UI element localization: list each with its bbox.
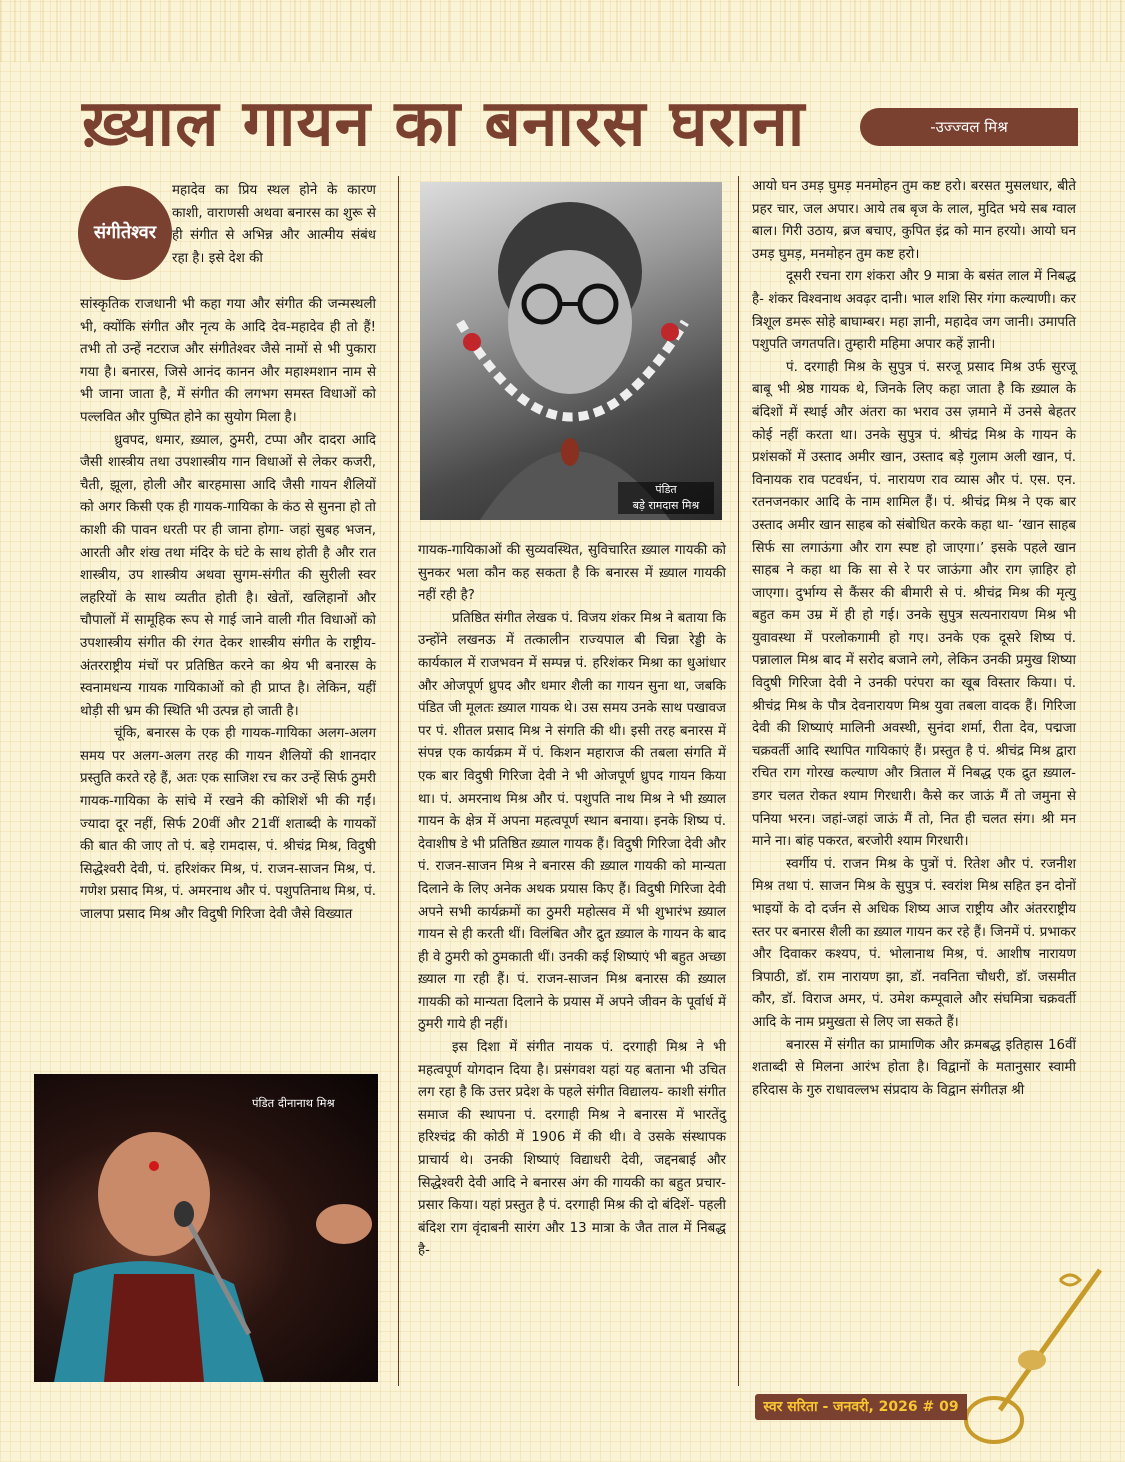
- paragraph: आयो घन उमड़ घुमड़ मनमोहन तुम कष्ट हरो। बरसत मुसलधार, बीते प्रहर चार, जल अपार। आये तब बृज के लाल, मुदित भये सब ग्वाल बाल। गिरी उठाय, ब्रज बचाए, कुपित इंद्र को मान हरयो। आयो घन उमड़ घुमड़, मनमोहन तुम कष्ट हरो।: [752, 179, 1076, 262]
- photo-caption: पंडित दीनानाथ मिश्र: [252, 1096, 335, 1110]
- portrait-illustration: [420, 182, 722, 520]
- decorative-top-band: [0, 0, 1125, 62]
- paragraph: महादेव का प्रिय स्थल होने के कारण काशी, वाराणसी अथवा बनारस का शुरू से ही संगीत से अभिन्न और आत्मीय संबंध रहा है। इसे देश की: [172, 183, 376, 266]
- column-1-wrap-text: [172, 180, 376, 270]
- paragraph: इस दिशा में संगीत नायक पं. दरगाही मिश्र ने भी महत्वपूर्ण योगदान दिया है। प्रसंगवश यहां यह बताना भी उचित लग रहा है कि उत्तर प्रदेश के पहले संगीत विद्यालय- काशी संगीत समाज की स्थापना पं. दरगाही मिश्र ने बनारस में भारतेंदु हरिश्चंद्र की कोठी में 1906 में की थी। वे उसके संस्थापक प्राचार्य थे। उनकी शिष्याएं विद्याधरी देवी, जद्दनबाई और सिद्धेश्वरी देवी आदि ने बनारस अंग की गायकी का बहुत प्रचार-प्रसार किया। यहां प्रस्तुत है पं. दरगाही मिश्र की दो बंदिशें- पहली बंदिश राग वृंदाबनी सारंग और 13 मात्रा के जैत ताल में निबद्ध है-: [418, 1040, 726, 1259]
- sitar-illustration: [960, 1260, 1110, 1450]
- paragraph: दूसरी रचना राग शंकरा और 9 मात्रा के बसंत लाल में निबद्ध है- शंकर विश्वनाथ अवढ़र दानी। भाल शशि सिर गंगा कल्याणी। कर त्रिशूल डमरू सोहे बाघाम्बर। महा ज्ञानी, महादेव जग जानी। उमापति पशुपति जगतपति। तुम्हारी महिमा अपार कहें ज्ञानी।: [752, 269, 1076, 353]
- paragraph: स्वर्गीय पं. राजन मिश्र के पुत्रों पं. रितेश और पं. रजनीश मिश्र तथा पं. साजन मिश्र के सुपुत्र पं. स्वरांश मिश्र सहित इन दोनों भाइयों के दो दर्जन से अधिक शिष्य आज राष्ट्रीय और अंतरराष्ट्रीय स्तर पर बनारस शैली का ख़्याल गायन कर रहे हैं। जिनमें पं. प्रभाकर और दिवाकर कश्यप, पं. भोलानाथ मिश्र, पं. आशीष नारायण त्रिपाठी, डॉ. राम नारायण झा, डॉ. नवनिता चौधरी, डॉ. जसमीत कौर, डॉ. विराज अमर, पं. उमेश कम्पूवाले और संघमित्रा चक्रवर्ती आदि के नाम प्रमुखता से लिए जा सकते हैं।: [752, 856, 1076, 1030]
- column-2: [418, 540, 726, 1263]
- paragraph: बनारस में संगीत का प्रामाणिक और क्रमबद्ध इतिहास 16वीं शताब्दी से मिलना आरंभ होता है। विद्वानों के मतानुसार स्वामी हरिदास के गुरु राधावल्लभ संप्रदाय के विद्वान संगीतज्ञ श्री: [752, 1037, 1076, 1098]
- paragraph: चूंकि, बनारस के एक ही गायक-गायिका अलग-अलग समय पर अलग-अलग तरह की गायन शैलियों की शानदार प्रस्तुति करते रहे हैं, अतः एक साजिश रच कर उन्हें सिर्फ ठुमरी गायक-गायिका के सांचे में रखने की कोशिशें भी की गईं। ज्यादा दूर नहीं, सिर्फ 20वीं और 21वीं शताब्दी के गायकों की बात की जाए तो पं. बड़े रामदास, पं. श्रीचंद्र मिश्र, विदुषी सिद्धेश्वरी देवी, पं. हरिशंकर मिश्र, पं. राजन-साजन मिश्र, पं. गणेश प्रसाद मिश्र, पं. अमरनाथ और पं. पशुपतिनाथ मिश्र, पं. जालपा प्रसाद मिश्र और विदुषी गिरिजा देवी जैसे विख्यात: [80, 726, 376, 923]
- paragraph: ध्रुवपद, धमार, ख़्याल, ठुमरी, टप्पा और दादरा आदि जैसी शास्त्रीय तथा उपशास्त्रीय गान विधाओं से लेकर कजरी, चैती, झूला, होली और बारहमासा आदि जैसी गायन शैलियों को अगर किसी एक ही गायक-गायिका के कंठ से सुनना हो तो काशी की पावन धरती पर ही जाना होगा- जहां सुबह भजन, आरती और शंख तथा मंदिर के घंटे के साथ होती है और रात शास्त्रीय, उप शास्त्रीय अथवा सुगम-संगीत की सुरीली स्वर लहरियों के साथ व्यतीत होती है। खेतों, खलिहानों और चौपालों में सामूहिक रूप से गाई जाने वाली गीत विधाओं को उपशास्त्रीय संगीत की रंगत देकर शास्त्रीय संगीत के राष्ट्रीय-अंतरराष्ट्रीय मंचों पर प्रतिष्ठित करने का श्रेय भी बनारस के स्वनामधन्य गायक गायिकाओं को ही प्राप्त है। लेकिन, यहीं थोड़ी सी भ्रम की स्थिति भी उत्पन्न हो जाती है।: [80, 432, 376, 719]
- photo-caption: पंडित बड़े रामदास मिश्र: [618, 482, 714, 514]
- singer-illustration: [34, 1074, 378, 1382]
- paragraph: गायक-गायिकाओं की सुव्यवस्थित, सुविचारित ख़्याल गायकी को सुनकर भला कौन कह सकता है कि बनारस में ख़्याल गायकी नहीं रही है?: [418, 543, 726, 604]
- paragraph: पं. दरगाही मिश्र के सुपुत्र पं. सरजू प्रसाद मिश्र उर्फ सुरजू बाबू भी श्रेष्ठ गायक थे, जिनके लिए कहा जाता है कि ख़्याल के बंदिशों में स्थाई और अंतरा का भराव उस ज़माने में उनसे बेहतर कोई नहीं करता था। उनके सुपुत्र पं. श्रीचंद्र मिश्र के गायन के प्रशंसकों में उस्ताद अमीर खान, उस्ताद बड़े गुलाम अली खान, पं. विनायक राव पटवर्धन, पं. नारायण राव व्यास और पं. एस. एन. रतनजनकार आदि के नाम शामिल हैं। पं. श्रीचंद्र मिश्र ने एक बार उस्ताद अमीर खान साहब को संबोधित करके कहा था- ‘खान साहब सिर्फ सा लगाऊंगा और राग स्पष्ट हो जाएगा।’ इसके पहले खान साहब ने कहा था कि सा से रे पर जाऊंगा और राग ज़ाहिर हो जाएगा। दुर्भाग्य से कैंसर की बीमारी से पं. श्रीचंद्र मिश्र की मृत्यु बहुत कम उम्र में ही हो गई। उनके सुपुत्र सत्यनारायण मिश्र भी युवावस्था में परलोकगामी हो गए। उनके एक दूसरे शिष्य पं. पन्नालाल मिश्र बाद में सरोद बजाने लगे, लेकिन उनकी प्रमुख शिष्या विदुषी गिरिजा देवी ने उनकी परंपरा का खूब विस्तार किया। पं. श्रीचंद्र मिश्र के पौत्र देवनारायण मिश्र युवा तबला वादक हैं। गिरिजा देवी की शिष्याएं मालिनी अवस्थी, सुनंदा शर्मा, रीता देव, पद्मजा चक्रवर्ती आदि स्थापित गायिकाएं हैं। प्रस्तुत है पं. श्रीचंद्र मिश्र द्वारा रचित राग गोरख कल्याण और त्रिताल में निबद्ध एक द्रुत ख़्याल- डगर चलत रोकत श्याम गिरधारी। कैसे कर जाऊं मैं तो जमुना से पनिया भरन। जहां-जहां जाऊं मैं तो, नित ही चलत संग। श्री मन माने ना। बांह पकरत, बरजोरी श्याम गिरधारी।: [752, 359, 1076, 850]
- column-divider: [398, 176, 399, 1386]
- paragraph: प्रतिष्ठित संगीत लेखक पं. विजय शंकर मिश्र ने बताया कि उन्होंने लखनऊ में तत्कालीन राज्यपाल बी चिन्ना रेड्डी के कार्यकाल में राजभवन में सम्पन्न पं. हरिशंकर मिश्रा का धुआंधार और ओजपूर्ण ध्रुपद और धमार शैली का गायन सुना था, जबकि पंडित जी मूलतः ख़्याल गायक थे। उस समय उनके साथ पखावज पर पं. शीतल प्रसाद मिश्र ने संगति की थी। इसी तरह बनारस में संपन्न एक कार्यक्रम में पं. किशन महाराज की तबला संगति में एक बार विदुषी गिरिजा देवी ने भी ओजपूर्ण ध्रुपद गायन किया था। पं. अमरनाथ मिश्र और पं. पशुपति नाथ मिश्र ने भी ख़्याल गायन के क्षेत्र में अपना महत्वपूर्ण स्थान बनाया। इनके शिष्य पं. देवाशीष डे भी प्रतिष्ठित ख़्याल गायक हैं। विदुषी गिरिजा देवी और पं. राजन-साजन मिश्र ने बनारस की ख़्याल गायकी को मान्यता दिलाने के लिए अनेक अथक प्रयास किए हैं। विदुषी गिरिजा देवी अपने सभी कार्यक्रमों का ठुमरी महोत्सव में भी शुभारंभ ख़्याल गायन से ही करती थीं। विलंबित और द्रुत ख़्याल के गायन के बाद ही वे ठुमरी को ठुमकाती थीं। उनकी कई शिष्याएं भी बहुत अच्छा ख़्याल गा रही हैं। पं. राजन-साजन मिश्र बनारस की ख़्याल गायकी को मान्यता दिलाने के प्रयास में अपने जीवन के पूर्वार्ध में ठुमरी गाये ही नहीं।: [418, 610, 726, 1033]
- page-title: ख़्याल गायन का बनारस घराना: [82, 87, 806, 161]
- column-divider: [738, 176, 739, 1386]
- author-byline: -उज्ज्वल मिश्र: [860, 108, 1078, 146]
- portrait-photo-ramdas-mishra: [420, 182, 722, 520]
- column-1: [80, 294, 376, 927]
- section-badge: संगीतेश्वर: [78, 186, 172, 280]
- paragraph: सांस्कृतिक राजधानी भी कहा गया और संगीत की जन्मस्थली भी, क्योंकि संगीत और नृत्य के आदि देव-महादेव ही तो हैं! तभी तो उन्हें नटराज और संगीतेश्वर जैसे नामों से भी पुकारा गया है। बनारस, जिसे आनंद कानन और महाश्मशान नाम से भी जाना जाता है, में संगीत की लगभग समस्त विधाओं को पल्लवित और पुष्पित होने का सुयोग मिला है।: [80, 297, 376, 425]
- performance-photo-dinanath-mishra: [34, 1074, 378, 1382]
- page-footer: स्वर सरिता - जनवरी, 2026 # 09: [755, 1394, 967, 1420]
- column-3: [752, 176, 1076, 1102]
